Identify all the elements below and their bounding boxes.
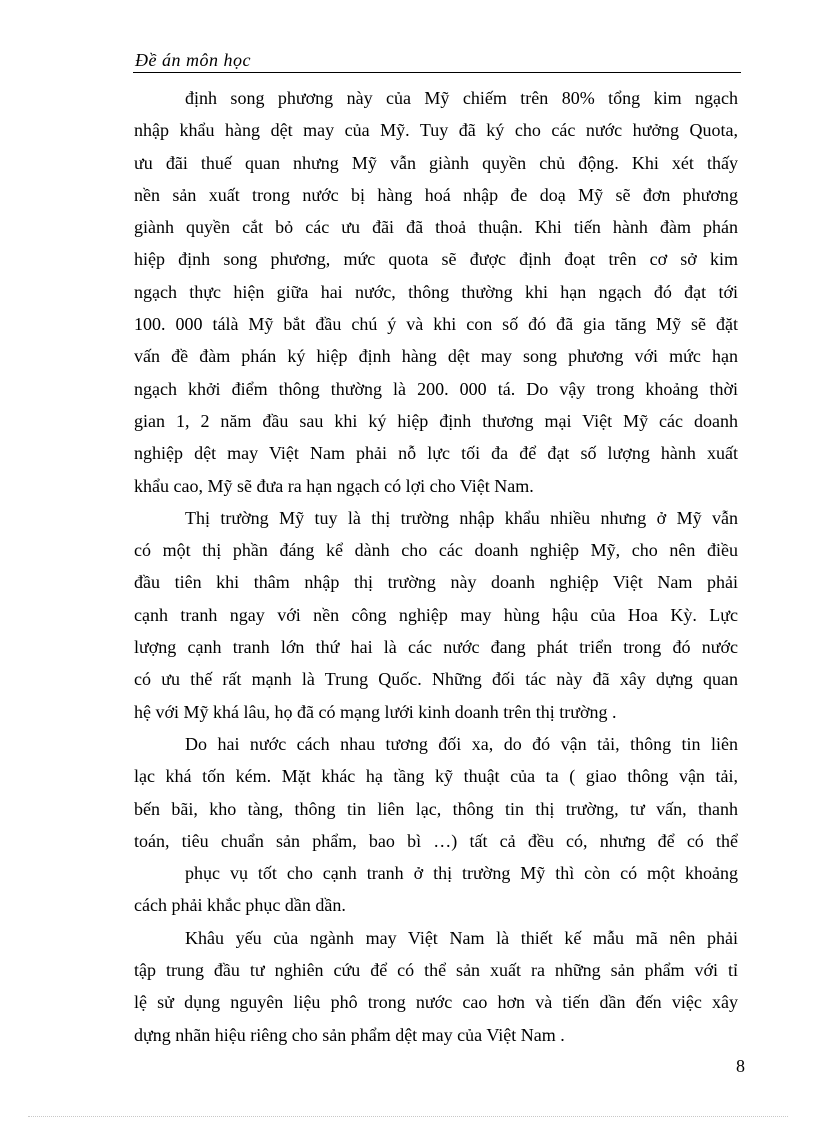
- body-text: [134, 82, 738, 1051]
- text-line: 100. 000 tálà Mỹ bắt đầu chú ý và khi con số đó đã gia tăng Mỹ sẽ đặt: [134, 314, 738, 335]
- text-line: có ưu thế rất mạnh là Trung Quốc. Những đối tác này đã xây dựng quan: [134, 669, 738, 690]
- text-line: bến bãi, kho tàng, thông tin liên lạc, thông tin thị trường, tư vấn, thanh: [134, 798, 738, 819]
- text-line: nhập khẩu hàng dệt may của Mỹ. Tuy đã ký cho các nước hưởng Quota,: [134, 120, 738, 141]
- page-header: [133, 48, 741, 73]
- text-line: toán, tiêu chuẩn sản phẩm, bao bì …) tất cả đều có, nhưng để có thể: [134, 830, 738, 851]
- text-line: vấn đề đàm phán ký hiệp định hàng dệt may song phương với mức hạn: [134, 346, 738, 367]
- page-number: 8: [736, 1056, 745, 1076]
- text-line: Thị trường Mỹ tuy là thị trường nhập khẩu nhiều nhưng ở Mỹ vẫn: [185, 507, 738, 528]
- header-title: Đề án môn học: [135, 50, 251, 70]
- text-line: đầu tiên khi thâm nhập thị trường này doanh nghiệp Việt Nam phải: [134, 572, 738, 593]
- text-line: ngạch khởi điểm thông thường là 200. 000 tá. Do vậy trong khoảng thời: [134, 378, 738, 399]
- text-line: khẩu cao, Mỹ sẽ đưa ra hạn ngạch có lợi cho Việt Nam.: [134, 475, 534, 496]
- text-line: tập trung đầu tư nghiên cứu để có thể sản xuất ra những sản phẩm với tỉ: [134, 960, 738, 981]
- text-line: dựng nhãn hiệu riêng cho sản phẩm dệt may của Việt Nam .: [134, 1024, 565, 1045]
- text-line: giành quyền cắt bỏ các ưu đãi đã thoả thuận. Khi tiến hành đàm phán: [134, 217, 738, 238]
- text-line: cạnh tranh ngay với nền công nghiệp may hùng hậu của Hoa Kỳ. Lực: [134, 604, 738, 625]
- text-line: định song phương này của Mỹ chiếm trên 80% tổng kim ngạch: [185, 88, 738, 108]
- text-line: hệ với Mỹ khá lâu, họ đã có mạng lưới kinh doanh trên thị trường .: [134, 701, 617, 722]
- page-bottom-divider: [28, 1116, 788, 1117]
- text-line: ưu đãi thuế quan nhưng Mỹ vẫn giành quyền chủ động. Khi xét thấy: [134, 152, 738, 173]
- text-line: lượng cạnh tranh lớn thứ hai là các nước đang phát triển trong đó nước: [134, 637, 738, 658]
- text-line: hiệp định song phương, mức quota sẽ được định đoạt trên cơ sở kim: [134, 249, 738, 270]
- text-line: phục vụ tốt cho cạnh tranh ở thị trường Mỹ thì còn có một khoảng: [185, 863, 738, 884]
- text-line: Do hai nước cách nhau tương đối xa, do đó vận tải, thông tin liên: [185, 733, 738, 754]
- text-line: nghiệp dệt may Việt Nam phải nỗ lực tối đa để đạt số lượng hành xuất: [134, 443, 738, 464]
- text-line: ngạch thực hiện giữa hai nước, thông thường khi hạn ngạch đó đạt tới: [134, 281, 738, 302]
- text-line: cách phải khắc phục dần dần.: [134, 895, 346, 916]
- text-line: gian 1, 2 năm đầu sau khi ký hiệp định thương mại Việt Mỹ các doanh: [134, 410, 738, 431]
- text-line: lạc khá tốn kém. Mặt khác hạ tầng kỹ thuật của ta ( giao thông vận tải,: [134, 766, 738, 787]
- text-line: nền sản xuất trong nước bị hàng hoá nhập đe doạ Mỹ sẽ đơn phương: [134, 184, 738, 205]
- text-line: có một thị phần đáng kể dành cho các doanh nghiệp Mỹ, cho nên điều: [134, 540, 738, 561]
- text-line: lệ sử dụng nguyên liệu phô trong nước cao hơn và tiến dần đến việc xây: [134, 992, 738, 1013]
- text-line: Khâu yếu của ngành may Việt Nam là thiết kế mẫu mã nên phải: [185, 927, 738, 948]
